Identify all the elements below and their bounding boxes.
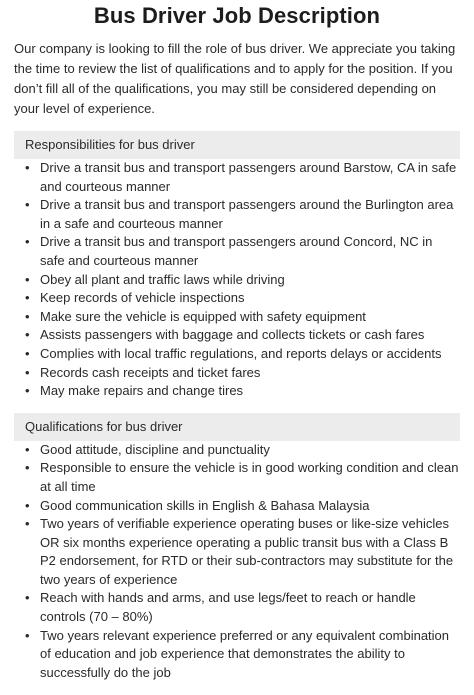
bullet-icon: • — [25, 627, 30, 643]
bullet-icon: • — [25, 516, 30, 532]
list-item — [14, 459, 460, 496]
list-item-text: Good attitude, discipline and punctuality — [40, 441, 270, 457]
list-item-text: Two years relevant experience preferred or any equivalent combination of education and job experience that demonstrates the ability to successfully do the job — [40, 627, 450, 680]
bullet-icon: • — [25, 160, 30, 175]
responsibilities-list — [14, 159, 460, 401]
list-item-text: Obey all plant and traffic laws while driving — [40, 271, 285, 287]
list-item — [14, 627, 460, 683]
list-item — [14, 441, 460, 460]
qualifications-list — [14, 441, 460, 683]
list-item — [14, 364, 460, 383]
list-item-text: Two years of verifiable experience operating buses or like-size vehicles OR six months experience operating a public transit bus with a Class B P2 endorsement, for RTD or their sub-contractors may substitute for the two years of experience — [40, 516, 454, 587]
list-item — [14, 159, 460, 196]
list-item-text: Good communication skills in English & Bahasa Malaysia — [40, 497, 370, 513]
list-item-text: Responsible to ensure the vehicle is in good working condition and clean at all time — [40, 460, 459, 494]
bullet-icon: • — [25, 327, 30, 343]
list-item-text: Drive a transit bus and transport passengers around Concord, NC in safe and courteous manner — [40, 234, 433, 268]
list-item-text: May make repairs and change tires — [40, 383, 244, 399]
list-item — [14, 382, 460, 401]
list-item — [14, 196, 460, 233]
list-item-text: Assists passengers with baggage and collects tickets or cash fares — [40, 327, 425, 343]
bullet-icon: • — [25, 441, 30, 457]
list-item-text: Drive a transit bus and transport passengers around the Burlington area in a safe and courteous manner — [40, 197, 454, 231]
list-item — [14, 308, 460, 327]
bullet-icon: • — [25, 308, 30, 324]
bullet-icon: • — [25, 271, 30, 287]
list-item-text: Reach with hands and arms, and use legs/feet to reach or handle controls (70 – 80%) — [40, 590, 416, 625]
list-item-text: Keep records of vehicle inspections — [40, 290, 245, 306]
intro-paragraph: Our company is looking to fill the role of bus driver. We appreciate you taking the time to review the list of qualifications and to apply for the position. If you don’t fill all of the qualifications, you may still be considered depending on your level of experience. — [14, 41, 456, 116]
list-item — [14, 589, 460, 626]
list-item — [14, 233, 460, 270]
bullet-icon: • — [25, 590, 30, 606]
list-item-text: Drive a transit bus and transport passengers around Barstow, CA in safe and courteous manner — [40, 160, 457, 194]
bullet-icon: • — [25, 460, 30, 476]
list-item — [14, 497, 460, 516]
list-item — [14, 345, 460, 364]
list-item-text: Records cash receipts and ticket fares — [40, 364, 261, 380]
bullet-icon: • — [25, 383, 30, 399]
bullet-icon: • — [25, 364, 30, 380]
bullet-icon: • — [25, 345, 30, 361]
list-item — [14, 326, 460, 345]
list-item-text: Make sure the vehicle is equipped with safety equipment — [40, 308, 366, 324]
list-item — [14, 271, 460, 290]
page-title: Bus Driver Job Description — [93, 3, 381, 28]
list-item — [14, 515, 460, 589]
qualifications-header: Qualifications for bus driver — [14, 413, 460, 441]
list-item — [14, 289, 460, 308]
list-item-text: Complies with local traffic regulations, and reports delays or accidents — [40, 345, 442, 361]
responsibilities-header: Responsibilities for bus driver — [14, 131, 460, 159]
bullet-icon: • — [25, 497, 30, 513]
bullet-icon: • — [25, 197, 30, 213]
bullet-icon: • — [25, 290, 30, 306]
bullet-icon: • — [25, 234, 30, 250]
